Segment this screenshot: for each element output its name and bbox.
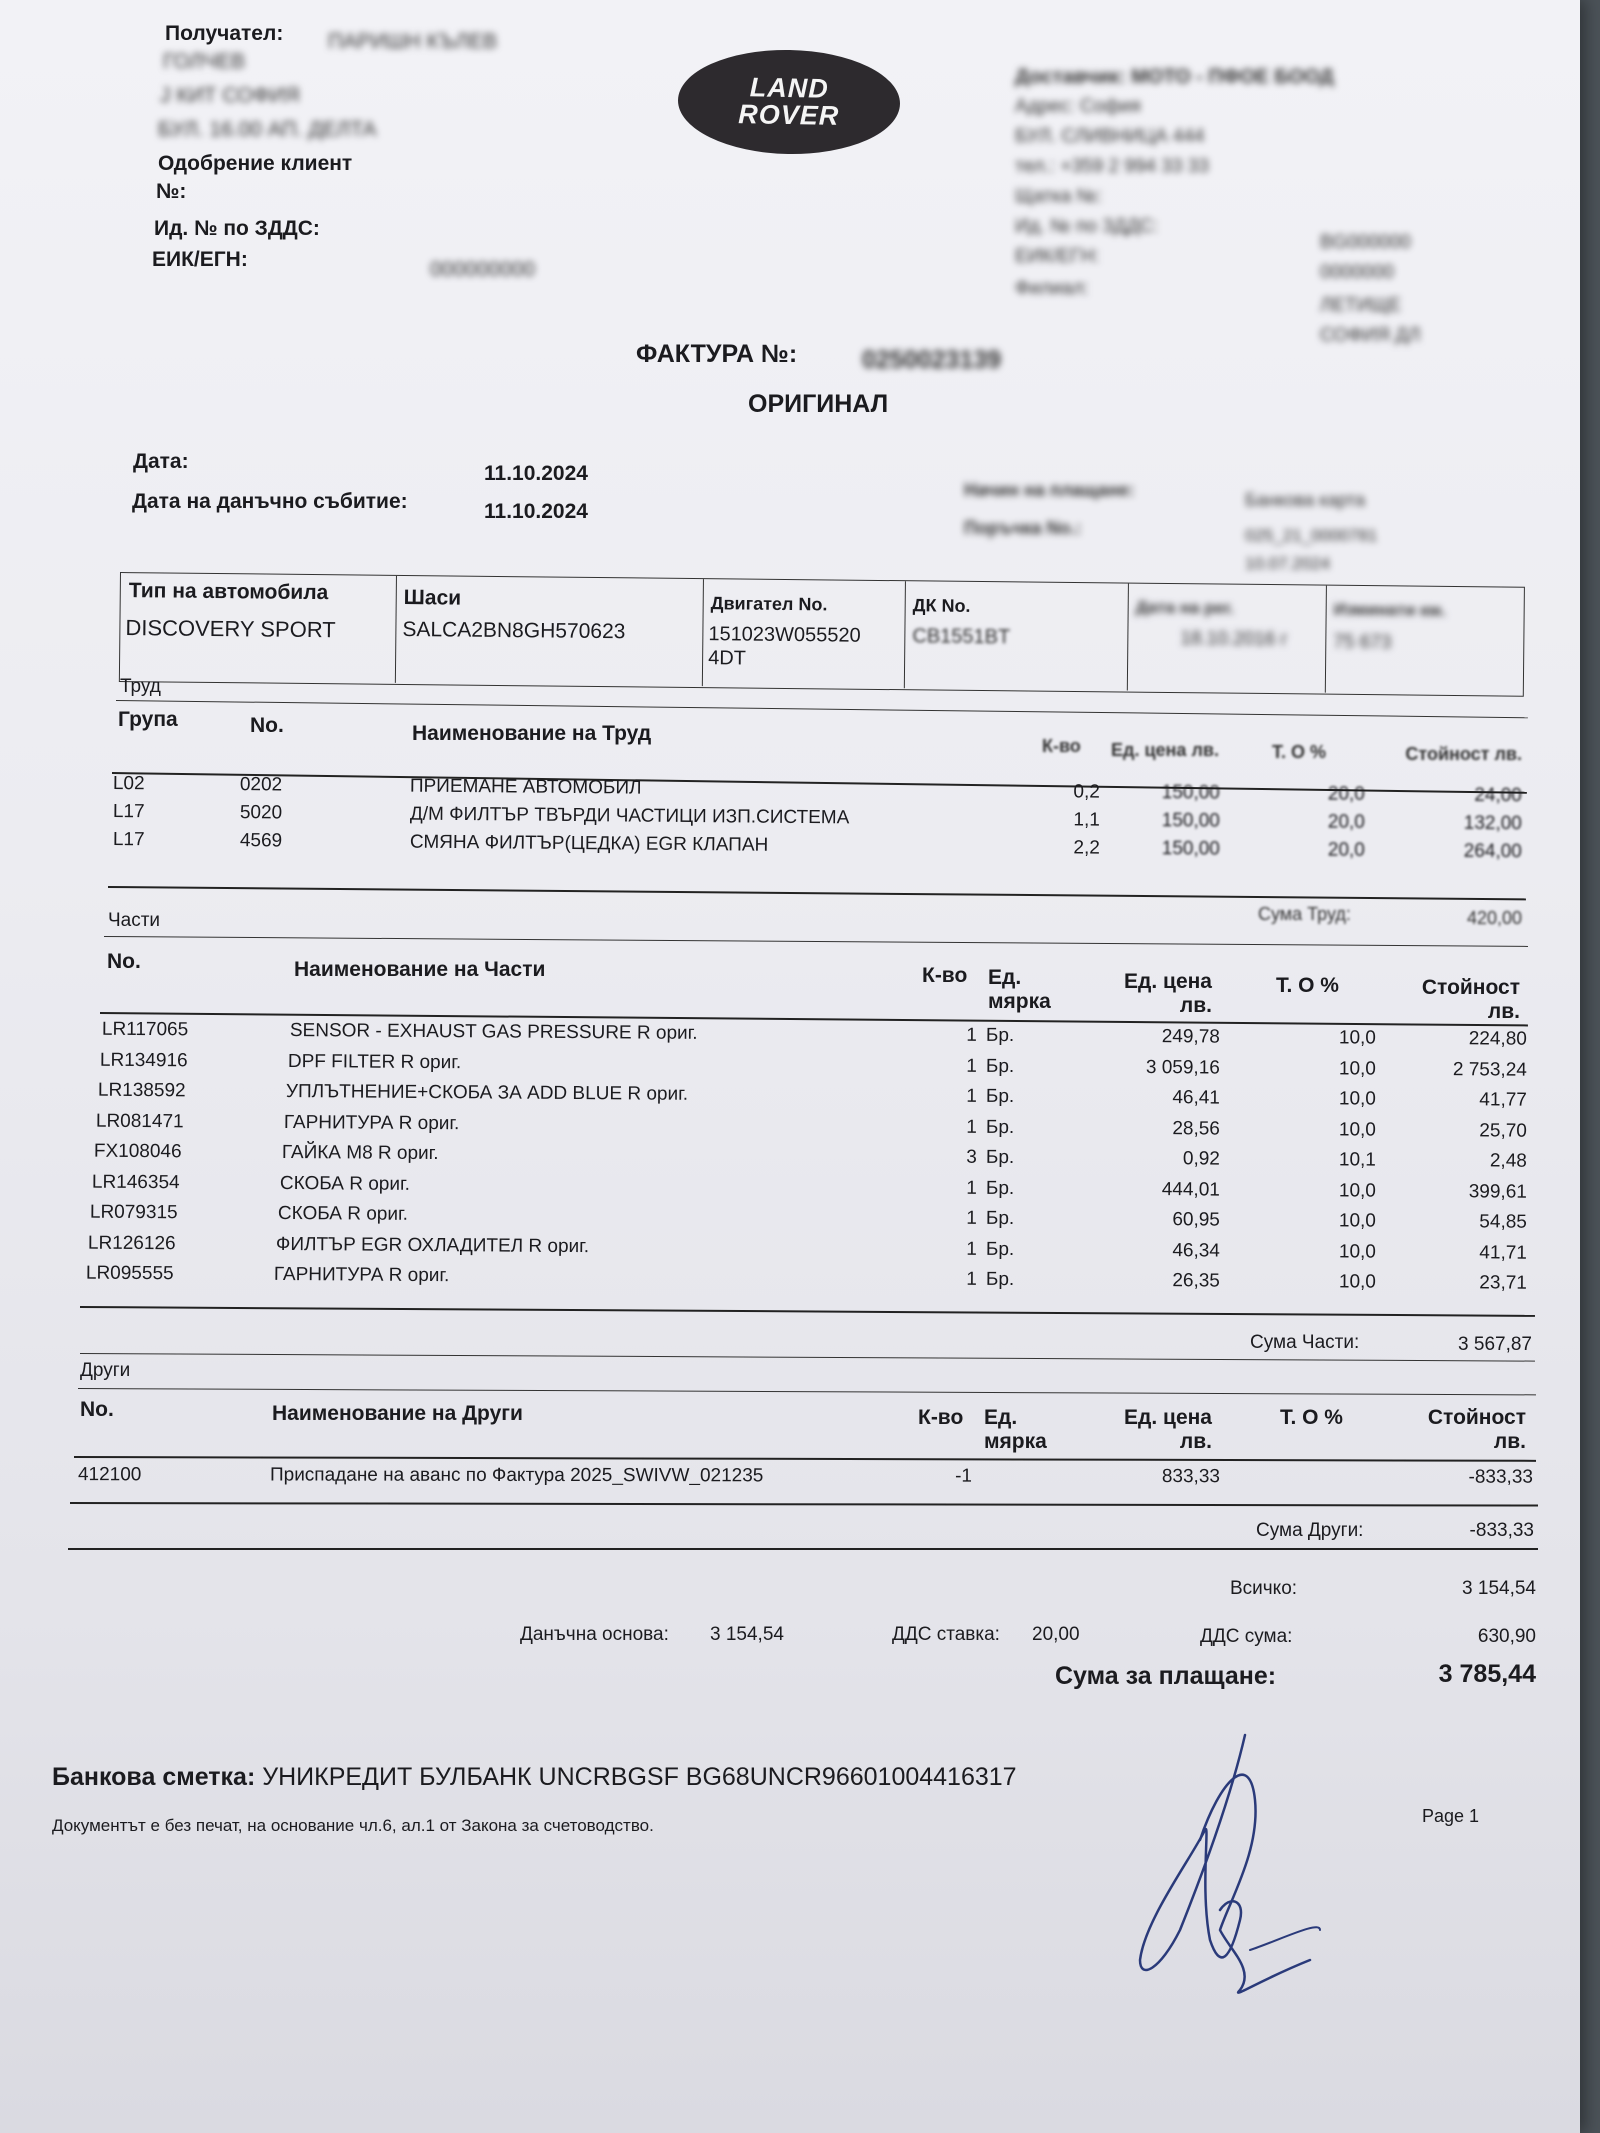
part-to: 10,0 (1338, 1240, 1376, 1263)
vat-rate-value: 20,00 (1032, 1624, 1080, 1645)
table-row (0, 1140, 1580, 1177)
bank-account (52, 1763, 1017, 1792)
labor-cost: 264,00 (1463, 840, 1522, 863)
vehicle-type-label: Тип на автомобила (128, 579, 329, 605)
vat-sum-label: ДДС сума: (1200, 1626, 1293, 1647)
supplier-right2: 0000000 (1320, 262, 1394, 283)
supplier-line3: БУЛ. СЛИВНИЦА 444 (1015, 126, 1205, 147)
date-value: 11.10.2024 (484, 462, 588, 485)
part-cost: 2 753,24 (1452, 1058, 1527, 1081)
part-price: 46,41 (1172, 1087, 1220, 1109)
order-label: Поръчка No.: (964, 518, 1082, 538)
labor-price: 150,00 (1161, 838, 1220, 860)
part-qty: 3 (966, 1146, 977, 1168)
supplier-right3: ЛЕТИЩЕ (1320, 295, 1401, 316)
part-no: FX108046 (93, 1140, 182, 1163)
labor-to: 20,0 (1327, 783, 1365, 805)
tax-base-value: 3 154,54 (710, 1624, 784, 1645)
labor-no: 5020 (239, 802, 283, 824)
payable-label: Сума за плащане: (1055, 1662, 1277, 1690)
supplier-line7: ЕИК/ЕГН: (1015, 246, 1100, 267)
page-number: Page 1 (1422, 1806, 1480, 1826)
part-unit: Бр. (985, 1177, 1015, 1199)
part-cost: 41,71 (1479, 1241, 1527, 1264)
part-to: 10,0 (1338, 1088, 1376, 1110)
part-name: СКОБА R ориг. (279, 1172, 410, 1195)
payment-value: Банкова карта (1245, 490, 1366, 510)
table-row (0, 1464, 1580, 1493)
supplier-line4: тел.: +359 2 994 33 33 (1015, 156, 1209, 177)
footer-note: Документът е без печат, на основание чл.6, ал.1 от Закона за счетоводство. (52, 1816, 654, 1835)
vehicle-table (119, 572, 1525, 697)
supplier-line6: Ид. № по ЗДДС: (1015, 216, 1159, 237)
supplier-right4: СОФИЯ ДЛ (1320, 325, 1421, 346)
part-no: LR095555 (85, 1262, 174, 1285)
part-to: 10,0 (1338, 1179, 1376, 1202)
part-no: LR081471 (95, 1110, 184, 1132)
part-price: 60,95 (1172, 1209, 1220, 1231)
part-unit: Бр. (985, 1024, 1015, 1047)
bank-value: УНИКРЕДИТ БУЛБАНК UNCRBGSF BG68UNCR96601004416317 (262, 1763, 1017, 1791)
order-value: 025_21_0000781 (1245, 526, 1378, 545)
supplier-right1: BG000000 (1320, 232, 1411, 253)
part-qty: 1 (966, 1085, 977, 1107)
other-qty: -1 (955, 1465, 972, 1487)
part-qty: 1 (966, 1268, 977, 1290)
other-sum-value: -833,33 (1469, 1520, 1534, 1541)
parts-col-price: Ед. цена лв. (1124, 970, 1212, 1017)
part-name: ГАЙКА М8 R ориг. (281, 1141, 439, 1165)
labor-col-price: Ед. цена лв. (1111, 740, 1219, 760)
labor-no: 4569 (239, 830, 283, 852)
total-all-value: 3 154,54 (1462, 1578, 1536, 1599)
labor-group: L17 (112, 828, 145, 851)
part-name: SENSOR - EXHAUST GAS PRESSURE R ориг. (289, 1020, 698, 1044)
part-to: 10,0 (1338, 1271, 1376, 1293)
invoice-subtitle: ОРИГИНАЛ (748, 390, 889, 418)
vat-sum-value: 630,90 (1477, 1626, 1536, 1647)
total-all-label: Всичко: (1230, 1578, 1298, 1599)
part-unit: Бр. (985, 1238, 1015, 1260)
other-col-qty: К-во (918, 1406, 964, 1429)
part-name: ГАРНИТУРА R ориг. (273, 1263, 450, 1287)
part-to: 10,0 (1338, 1210, 1376, 1232)
parts-section-label: Части (108, 910, 161, 931)
part-cost: 399,61 (1468, 1180, 1527, 1203)
part-cost: 25,70 (1479, 1119, 1527, 1142)
vehicle-type-value: DISCOVERY SPORT (125, 615, 336, 643)
part-cost: 224,80 (1468, 1028, 1527, 1050)
labor-col-qty: К-во (1042, 736, 1081, 756)
labor-qty: 2,2 (1073, 837, 1100, 859)
signature (1080, 1720, 1340, 2020)
labor-col-group: Група (118, 708, 178, 731)
recipient-no-label: №: (156, 180, 187, 203)
parts-col-unit: Ед. мярка (988, 966, 1051, 1013)
part-unit: Бр. (985, 1268, 1015, 1291)
bank-label: Банкова сметка: (52, 1763, 256, 1791)
part-qty: 1 (966, 1238, 977, 1260)
supplier-line5: Щатка №: (1015, 186, 1103, 207)
labor-sum-label: Сума Труд: (1258, 904, 1351, 924)
labor-cost: 24,00 (1474, 784, 1522, 807)
supplier-line2: Адрес: София (1015, 96, 1141, 117)
part-unit: Бр. (985, 1055, 1015, 1077)
engine-label: Двигател No. (710, 593, 828, 615)
approval-label: Одобрение клиент (158, 152, 353, 175)
mileage-label: Изминати км. (1333, 599, 1447, 620)
labor-price: 150,00 (1161, 810, 1220, 832)
part-to: 10,0 (1338, 1057, 1376, 1080)
table-row (0, 1201, 1580, 1238)
part-cost: 23,71 (1479, 1272, 1527, 1294)
part-price: 0,92 (1182, 1148, 1220, 1170)
labor-to: 20,0 (1327, 811, 1365, 833)
part-price: 444,01 (1161, 1178, 1220, 1201)
part-price: 3 059,16 (1145, 1056, 1220, 1079)
order-date: 10.07.2024 (1245, 554, 1331, 573)
labor-price: 150,00 (1161, 782, 1220, 804)
chassis-value: SALCA2BN8GH570623 (402, 617, 626, 644)
labor-cost: 132,00 (1463, 812, 1522, 835)
reg-date-label: Дата на рег. (1135, 597, 1235, 618)
labor-sum-value: 420,00 (1466, 908, 1522, 928)
part-cost: 54,85 (1479, 1211, 1527, 1233)
other-price: 833,33 (1161, 1466, 1220, 1488)
payable-value: 3 785,44 (1438, 1660, 1536, 1688)
supplier-line8: Филиал: (1015, 278, 1089, 299)
reg-date-value: 18.10.2016 г (1180, 628, 1288, 651)
labor-group: L17 (112, 800, 145, 823)
recipient-eik-value: 000000000 (430, 258, 536, 281)
part-to: 10,1 (1338, 1149, 1376, 1171)
part-no: LR138592 (97, 1079, 186, 1102)
recipient-line2: ГОЛЧЕВ (163, 50, 246, 73)
table-row (0, 1262, 1580, 1299)
mileage-value: 75 673 (1333, 631, 1392, 654)
labor-group: L02 (112, 772, 145, 795)
part-cost: 2,48 (1489, 1150, 1527, 1172)
other-col-price: Ед. цена лв. (1124, 1406, 1212, 1453)
part-to: 10,0 (1338, 1027, 1376, 1049)
part-qty: 1 (966, 1024, 977, 1046)
recipient-line3: Ј КИТ СОФИЯ (160, 84, 300, 107)
labor-name: ПРИЕМАНЕ АВТОМОБИЛ (409, 775, 642, 799)
labor-qty: 1,1 (1073, 809, 1100, 831)
part-price: 249,78 (1161, 1026, 1220, 1048)
part-qty: 1 (966, 1177, 977, 1199)
logo-line2: ROVER (738, 99, 840, 131)
labor-col-no: No. (250, 714, 284, 737)
date-label: Дата: (133, 450, 189, 473)
labor-no: 0202 (239, 774, 283, 796)
labor-to: 20,0 (1327, 839, 1365, 861)
other-sum-label: Сума Други: (1256, 1520, 1364, 1541)
plate-value: CB1551BT (912, 625, 1011, 649)
other-section-label: Други (80, 1360, 131, 1381)
part-unit: Бр. (985, 1207, 1015, 1230)
labor-section-label: Труд (120, 676, 161, 697)
parts-col-to: Т. О % (1276, 974, 1339, 997)
parts-col-name: Наименование на Части (294, 958, 546, 981)
part-no: LR146354 (91, 1171, 180, 1193)
part-name: DPF FILTER R ориг. (287, 1050, 462, 1073)
labor-col-name: Наименование на Труд (412, 722, 652, 745)
part-qty: 1 (966, 1207, 977, 1229)
vat-rate-label: ДДС ставка: (892, 1624, 1000, 1645)
recipient-line4: БУЛ. 16.00 АП. ДЕЛТА (158, 118, 377, 141)
engine-value-2: 4DT (708, 647, 747, 670)
parts-sum-label: Сума Части: (1250, 1332, 1360, 1353)
tax-date-label: Дата на данъчно събитие: (132, 490, 408, 513)
recipient-eik-label: ЕИК/ЕГН: (152, 248, 248, 271)
plate-label: ДК No. (912, 595, 971, 616)
parts-col-cost: Стойност лв. (1421, 976, 1520, 1023)
part-unit: Бр. (985, 1146, 1015, 1169)
other-col-cost: Стойност лв. (1427, 1406, 1526, 1453)
part-no: LR126126 (87, 1232, 176, 1254)
part-name: СКОБА R ориг. (277, 1202, 408, 1225)
recipient-vat-label: Ид. № по ЗДДС: (154, 217, 320, 240)
logo-line1: LAND (749, 72, 830, 104)
part-name: ГАРНИТУРА R ориг. (283, 1111, 460, 1134)
labor-name: СМЯНА ФИЛТЪР(ЦЕДКА) EGR КЛАПАН (409, 831, 769, 856)
labor-qty: 0,2 (1073, 781, 1100, 803)
invoice-title: ФАКТУРА №: (636, 340, 798, 368)
part-price: 28,56 (1172, 1117, 1220, 1140)
part-name: ФИЛТЪР EGR ОХЛАДИТЕЛ R ориг. (275, 1233, 590, 1257)
part-cost: 41,77 (1479, 1089, 1527, 1111)
chassis-label: Шаси (403, 585, 462, 610)
tax-date-value: 11.10.2024 (484, 500, 588, 523)
part-no: LR134916 (99, 1049, 188, 1071)
part-qty: 1 (966, 1055, 977, 1077)
parts-sum-value: 3 567,87 (1458, 1334, 1532, 1355)
land-rover-logo (677, 48, 901, 156)
part-no: LR079315 (89, 1201, 178, 1224)
table-row (0, 1079, 1580, 1116)
recipient-name: ПАРИШН КЪЛЕВ (328, 30, 498, 53)
part-to: 10,0 (1338, 1118, 1376, 1141)
engine-value-1: 151023W055520 (708, 623, 861, 647)
part-no: LR117065 (101, 1018, 189, 1041)
other-col-no: No. (80, 1398, 114, 1421)
other-no: 412100 (77, 1464, 142, 1486)
other-col-unit: Ед. мярка (984, 1406, 1047, 1453)
labor-name: Д/М ФИЛТЪР ТВЪРДИ ЧАСТИЦИ ИЗП.СИСТЕМА (409, 803, 850, 829)
parts-col-no: No. (107, 950, 141, 973)
part-price: 26,35 (1172, 1270, 1220, 1292)
labor-col-cost: Стойност лв. (1405, 744, 1522, 764)
other-name: Приспадане на аванс по Фактура 2025_SWIVW_021235 (269, 1464, 764, 1487)
other-col-to: Т. О % (1280, 1406, 1343, 1429)
tax-base-label: Данъчна основа: (520, 1624, 669, 1645)
other-col-name: Наименование на Други (272, 1402, 523, 1425)
other-cost: -833,33 (1468, 1466, 1533, 1488)
part-qty: 1 (966, 1116, 977, 1138)
recipient-label: Получател: (165, 22, 284, 45)
part-unit: Бр. (985, 1085, 1015, 1108)
invoice-number: 0250023139 (862, 346, 1002, 374)
part-unit: Бр. (985, 1116, 1015, 1138)
payment-label: Начин на плащане: (964, 480, 1135, 500)
part-price: 46,34 (1172, 1239, 1220, 1262)
supplier-line1: Доставчик: МОТО - ПФОЕ БООД (1015, 66, 1334, 88)
part-name: УПЛЪТНЕНИЕ+СКОБА ЗА ADD BLUE R ориг. (285, 1080, 689, 1105)
parts-col-qty: К-во (922, 964, 968, 987)
labor-col-to: Т. О % (1272, 742, 1326, 762)
